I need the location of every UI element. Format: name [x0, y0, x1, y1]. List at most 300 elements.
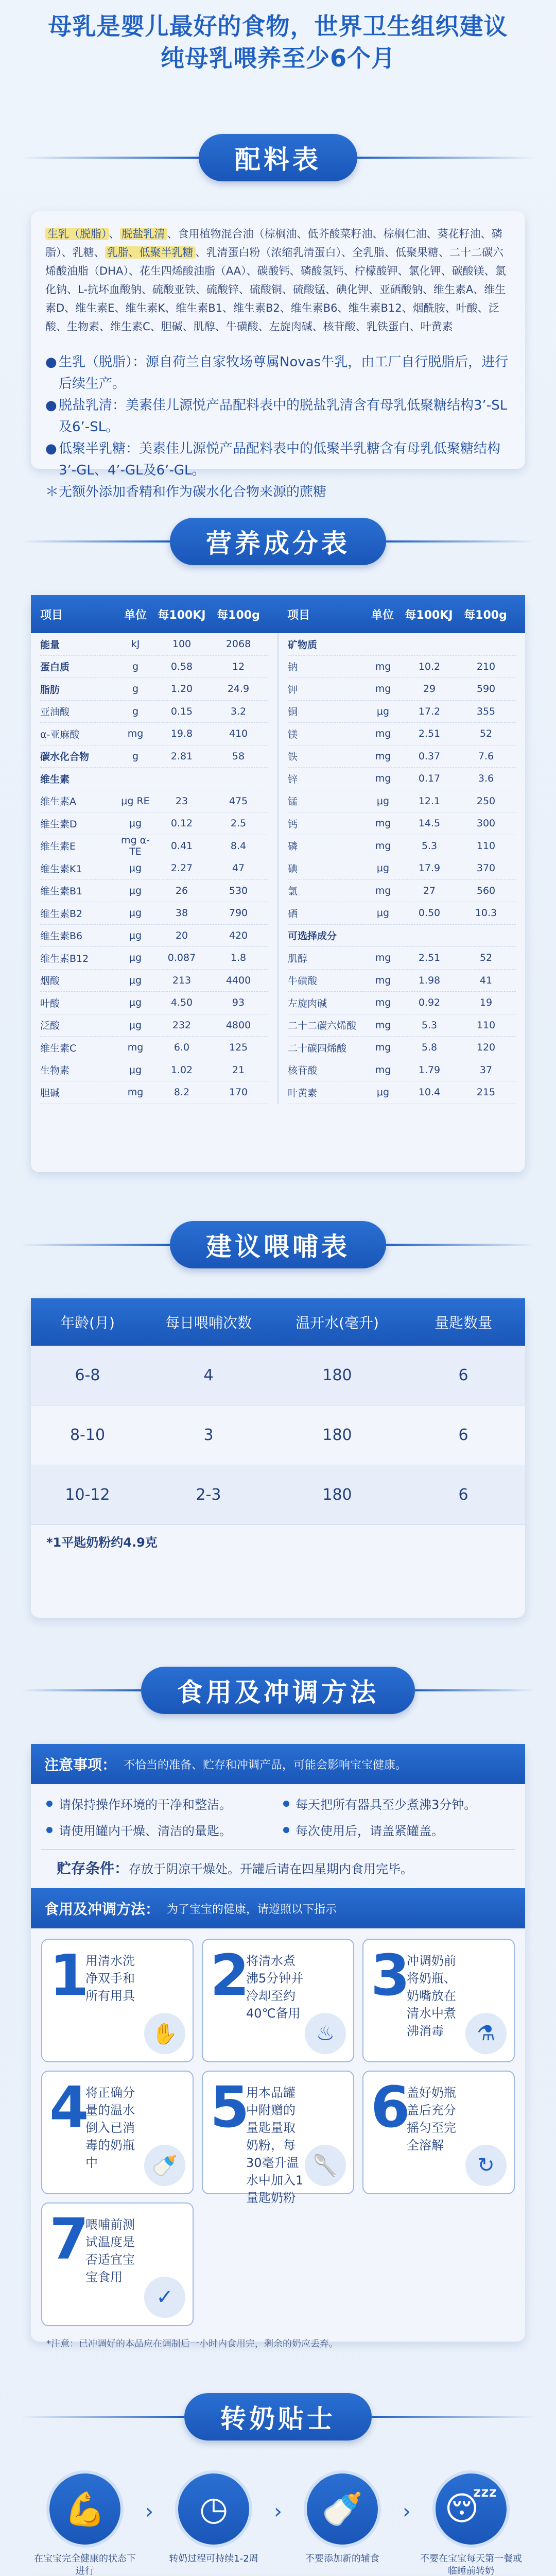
transition-tip-icon: 😴 [432, 2470, 510, 2548]
ingredient-note [45, 481, 511, 503]
nut-header-item-l: 项目 [40, 608, 63, 622]
nutrition-cell: 27 [423, 885, 436, 896]
nutrition-row [288, 768, 516, 790]
feeding-rows [31, 1346, 525, 1525]
nutrition-cell: 47 [232, 862, 245, 874]
nutrition-cell: 脂肪 [40, 684, 60, 696]
step-text: 冲调奶前将奶瓶、奶嘴放在清水中煮沸消毒 [407, 1954, 456, 2038]
nutrition-row [288, 678, 516, 701]
step-illustration-icon: 🍼 [144, 2145, 185, 2186]
nutrition-cell: 0.37 [418, 750, 441, 762]
nutrition-cell: mg [375, 1064, 391, 1076]
nutrition-cell: 维生素A [40, 796, 76, 808]
nutrition-cell: 20 [175, 929, 188, 941]
step-illustration-icon: ⚗ [465, 2013, 507, 2054]
nutrition-cell: 370 [476, 862, 496, 874]
nutrition-header [31, 595, 525, 633]
nutrition-cell: 2.51 [418, 952, 441, 964]
nutrition-row [288, 992, 516, 1014]
prep-step [41, 2071, 194, 2194]
nutrition-cell: 1.8 [230, 952, 247, 964]
feeding-table [31, 1298, 525, 1618]
nutrition-cell: 0.41 [170, 840, 193, 852]
section-pill-ingredients: 配料表 [199, 134, 357, 181]
nutrition-cell: 215 [476, 1087, 496, 1098]
nutrition-cell: 530 [229, 885, 248, 896]
nutrition-cell: 铜 [288, 706, 298, 718]
prep-step [202, 1939, 354, 2062]
nutrition-row [40, 812, 268, 835]
nut-header-unit-r: 单位 [371, 608, 394, 622]
nutrition-cell: 烟酸 [40, 975, 60, 987]
nutrition-cell: mg [375, 683, 391, 695]
nutrition-cell: 0.92 [418, 997, 441, 1009]
feed-header-times: 每日喂哺次数 [165, 1314, 252, 1331]
nutrition-cell: 17.2 [418, 705, 441, 717]
prep-tips [31, 1784, 525, 1849]
nutrition-cell: 250 [476, 795, 496, 807]
nutrition-cell: 维生素B1 [40, 886, 83, 897]
nutrition-cell: 维生素B12 [40, 953, 89, 964]
nutrition-row [288, 835, 516, 858]
nutrition-cell: 110 [476, 840, 496, 852]
nutrition-cell: g [132, 750, 139, 762]
section-title-transition [21, 2393, 535, 2441]
note-text: 生乳（脱脂）：源自荷兰自家牧场尊属Novas牛乳，由工厂自行脱脂后，进行后续生产。 [59, 354, 509, 392]
nutrition-row [40, 880, 268, 903]
nutrition-cell: mg [375, 773, 391, 785]
step-illustration-icon: 🥄 [305, 2145, 346, 2186]
nut-header-kj-r: 每100KJ [405, 608, 453, 622]
nutrition-cell: 475 [229, 795, 248, 807]
nutrition-row [288, 880, 516, 903]
prep-notice-text: 不恰当的准备、贮存和冲调产品，可能会影响宝宝健康。 [124, 1758, 407, 1772]
nutrition-cell: 4800 [225, 1019, 251, 1031]
nutrition-cell: 52 [479, 728, 493, 740]
nutrition-row [288, 1014, 516, 1037]
nutrition-cell: 29 [423, 683, 436, 695]
nutrition-row [288, 745, 516, 768]
section-pill-nutrition: 营养成分表 [170, 518, 386, 565]
nutrition-row [40, 902, 268, 925]
nut-header-g-r: 每100g [464, 608, 507, 622]
nutrition-cell: 560 [476, 885, 496, 896]
nutrition-cell: mg [375, 1042, 391, 1054]
ingredients-body-c: 全乳脂、低聚果糖、二十二碳六烯酸油脂（DHA）、花生四烯酸油脂（AA）、碳酸钙、磷酸氢钙、柠檬酸钾、氯化钾、碳酸镁、氯化钠、L-抗坏血酸钠、硫酸亚铁、硫酸锌、硫酸铜、硫酸锰、碘化钾、亚硒酸钠、维生素A、维生素D、维生素E、维生素K、维生素B1、维生素B2、维生素B6、维生素B12、烟酰胺、叶酸、泛酸、生物素、维生素C、胆碱、肌醇、牛磺酸、左旋肉碱、核苷酸、乳铁蛋白、叶黄素 [45, 246, 506, 333]
nutrition-cell: 14.5 [418, 818, 441, 829]
arrow-right-icon: › [274, 2500, 282, 2523]
feeding-cell: 6 [458, 1426, 468, 1444]
nutrition-cell: 52 [479, 952, 493, 964]
nut-header-kj-l: 每100KJ [158, 608, 206, 622]
nutrition-cell: 蛋白质 [40, 662, 70, 673]
nutrition-row [40, 745, 268, 768]
transition-tip-icon: 🍼 [304, 2470, 381, 2548]
header-line1: 母乳是婴儿最好的食物，世界卫生组织建议 [48, 12, 508, 40]
bullet-dot-icon [46, 1827, 53, 1833]
nutrition-row [40, 947, 268, 970]
nutrition-cell: 5.8 [421, 1042, 438, 1054]
prep-method-text: 为了宝宝的健康，请遵照以下指示 [167, 1903, 337, 1916]
nutrition-cell: 213 [172, 974, 192, 986]
prep-tip [46, 1794, 273, 1812]
nutrition-cell: 1.02 [170, 1064, 193, 1076]
step-text: 喂哺前测试温度是否适宜宝宝食用 [85, 2217, 135, 2284]
nutrition-cell: 2.27 [170, 862, 193, 874]
nutrition-cell: mg [127, 1087, 144, 1098]
nutrition-cell: g [132, 705, 139, 717]
nutrition-cell: 5.3 [421, 840, 438, 852]
nutrition-cell: 37 [479, 1064, 493, 1076]
nutrition-cell: 21 [232, 1064, 245, 1076]
nutrition-cell: 锰 [288, 796, 298, 808]
storage-title: 贮存条件： [57, 1860, 129, 1877]
nutrition-cell: 核苷酸 [288, 1065, 318, 1077]
nutrition-cell: 0.50 [418, 907, 441, 919]
prep-tip-text: 请保持操作环境的干净和整洁。 [59, 1798, 232, 1812]
header-line2: 纯母乳喂养至少6个月 [160, 44, 395, 72]
nutrition-cell: mg α-TE [121, 834, 150, 857]
nutrition-cell: 8.2 [173, 1087, 190, 1098]
nutrition-cell: 12 [232, 660, 245, 672]
nutrition-row [40, 678, 268, 701]
prep-footnote: *注意：已冲调好的本品应在调制后一小时内食用完，剩余的奶应丢弃。 [46, 2338, 338, 2349]
ingredient-highlight-3: 乳脂、低聚半乳糖 [105, 246, 196, 259]
feeding-cell: 3 [203, 1426, 214, 1444]
transition-tip-label: 转奶过程可持续1-2周 [169, 2553, 258, 2564]
nutrition-cell: 4.50 [170, 997, 193, 1009]
nutrition-cell: mg [375, 728, 391, 740]
nutrition-cell: 矿物质 [288, 639, 318, 651]
nut-header-unit-l: 单位 [124, 608, 147, 622]
nutrition-cell: 17.9 [418, 862, 441, 874]
section-pill-feeding: 建议喂哺表 [170, 1221, 386, 1268]
nutrition-cell: 790 [229, 907, 248, 919]
nutrition-cell: 碳水化合物 [40, 751, 90, 763]
nutrition-cell: μg [376, 862, 390, 874]
nutrition-cell: 镁 [288, 728, 298, 740]
note-bullet: ● [45, 441, 57, 456]
feeding-cell: 8-10 [70, 1426, 106, 1444]
nutrition-cell: μg [129, 1019, 142, 1031]
nutrition-cell: 300 [476, 818, 496, 829]
nutrition-row [288, 970, 516, 992]
prep-method-band [31, 1888, 525, 1928]
nutrition-cell: 生物素 [40, 1065, 70, 1077]
nutrition-cell: 590 [476, 683, 496, 695]
ingredient-note [45, 351, 511, 395]
transition-tip [31, 2470, 139, 2576]
nutrition-row [40, 701, 268, 723]
ingredient-note [45, 438, 511, 481]
nutrition-row [288, 701, 516, 723]
nutrition-cell: 3.2 [230, 705, 247, 717]
feeding-cell: 180 [322, 1426, 352, 1444]
nutrition-cell: 氯 [288, 886, 298, 897]
prep-tip [283, 1794, 510, 1812]
nutrition-cell: 维生素C [40, 1042, 77, 1054]
nutrition-cell: μg [129, 885, 142, 896]
prep-step [41, 1939, 194, 2062]
nutrition-cell: 2.81 [170, 750, 193, 762]
nutrition-row [40, 1059, 268, 1082]
nutrition-cell: mg [375, 885, 391, 896]
section-title-prep [21, 1667, 535, 1714]
nutrition-cell: 1.79 [418, 1064, 441, 1076]
nutrition-cell: mg [375, 840, 391, 852]
prep-method-title: 食用及冲调方法： [44, 1901, 160, 1918]
feeding-cell: 6 [458, 1366, 468, 1384]
nutrition-cell: 210 [476, 660, 496, 672]
feeding-row [31, 1346, 525, 1405]
nutrition-cell: 5.3 [421, 1019, 438, 1031]
nutrition-row [288, 1081, 516, 1104]
prep-step [202, 2071, 354, 2205]
feeding-cell: 6-8 [75, 1366, 100, 1384]
feeding-row [31, 1405, 525, 1465]
ingredient-highlight-1: 生乳（脱脂） [45, 228, 109, 240]
prep-step [362, 2071, 515, 2194]
nutrition-cell: 19.8 [170, 728, 193, 740]
nutrition-cell: 38 [175, 907, 188, 919]
feeding-header [31, 1298, 525, 1346]
prep-step [41, 2202, 194, 2326]
step-text: 用清水洗净双手和所有用具 [85, 1954, 135, 2003]
nutrition-cell: mg [375, 1019, 391, 1031]
nutrition-cell: 125 [229, 1042, 248, 1054]
ingredients-body-b: 乳清蛋白粉（浓缩乳清蛋白）、 [206, 246, 352, 259]
nutrition-cell: 100 [172, 638, 192, 650]
step-illustration-icon: ✓ [144, 2277, 185, 2318]
feeding-cell: 180 [322, 1366, 352, 1384]
nutrition-cell: μg [129, 818, 142, 829]
nutrition-cell: mg [375, 750, 391, 762]
nut-header-item-r: 项目 [287, 608, 310, 622]
nutrition-left-column [31, 633, 277, 1104]
transition-tip [288, 2470, 396, 2576]
transition-icons [31, 2470, 525, 2576]
nutrition-cell: 170 [229, 1087, 248, 1098]
nutrition-cell: μg [129, 1064, 142, 1076]
nutrition-cell: 0.15 [170, 705, 193, 717]
nutrition-cell: 0.087 [167, 952, 196, 964]
step-number: 4 [49, 2074, 89, 2140]
nutrition-row [40, 925, 268, 947]
nutrition-row [288, 723, 516, 745]
nutrition-cell: 钙 [288, 818, 298, 830]
nutrition-cell: 可选择成分 [288, 930, 337, 942]
prep-card [31, 1744, 525, 2349]
nutrition-row [288, 857, 516, 880]
nutrition-cell: 12.1 [418, 795, 441, 807]
bullet-dot-icon [46, 1801, 53, 1807]
nutrition-cell: 0.17 [418, 773, 441, 785]
section-title-ingredients [21, 134, 535, 181]
prep-notice-band [31, 1744, 525, 1784]
transition-tip [417, 2470, 525, 2576]
nutrition-cell: 0.58 [170, 660, 193, 672]
ingredient-highlight-2: 脱盐乳清 [120, 228, 167, 240]
nutrition-cell: 肌醇 [288, 953, 308, 964]
nutrition-row [288, 925, 516, 947]
nutrition-cell: 420 [229, 929, 248, 941]
nutrition-cell: 0.12 [170, 818, 193, 829]
nutrition-cell: 1.20 [170, 683, 193, 695]
transition-tip [160, 2470, 268, 2576]
nutrition-row [288, 902, 516, 925]
nutrition-row [288, 1059, 516, 1082]
transition-tip-icon: ◷ [175, 2470, 252, 2548]
nutrition-cell: 355 [476, 705, 496, 717]
nutrition-cell: μg [129, 907, 142, 919]
section-title-nutrition [21, 518, 535, 565]
nutrition-cell: 二十碳四烯酸 [288, 1042, 347, 1054]
nutrition-cell: 胆碱 [40, 1087, 60, 1099]
transition-tip-label: 不要添加新的辅食 [305, 2553, 379, 2564]
nutrition-cell: 2068 [225, 638, 251, 650]
nutrition-cell: μg [129, 862, 142, 874]
step-number: 2 [210, 1942, 250, 2008]
nutrition-cell: g [132, 660, 139, 672]
nutrition-cell: 钠 [288, 662, 298, 673]
nutrition-cell: 232 [172, 1019, 192, 1031]
nutrition-cell: 26 [175, 885, 188, 896]
step-illustration-icon: ♨ [305, 2013, 346, 2054]
nutrition-cell: 7.6 [478, 750, 494, 762]
step-text: 将正确分量的温水倒入已消毒的奶瓶中 [85, 2086, 135, 2170]
feeding-cell: 10-12 [65, 1486, 110, 1504]
bullet-dot-icon [283, 1827, 289, 1833]
feeding-cell: 180 [322, 1486, 352, 1504]
step-text: 将清水煮沸5分钟并冷却至约40℃备用 [246, 1954, 304, 2021]
ingredient-note [45, 395, 511, 438]
step-text: 用本品罐中附赠的量匙量取奶粉，每30毫升温水中加入1量匙奶粉 [246, 2086, 304, 2205]
step-illustration-icon: ↻ [465, 2145, 507, 2186]
nutrition-cell: mg [375, 660, 391, 672]
nutrition-row [40, 1037, 268, 1059]
nutrition-cell: 铁 [288, 751, 298, 763]
nutrition-table [31, 595, 525, 1172]
storage-text: 存放于阴凉干燥处。开罐后请在四星期内食用完毕。 [129, 1862, 413, 1876]
nutrition-row [288, 656, 516, 679]
feed-header-water: 温开水(毫升) [296, 1314, 379, 1331]
nutrition-cell: μg RE [121, 795, 150, 807]
nutrition-cell: μg [129, 929, 142, 941]
nutrition-cell: 24.9 [227, 683, 250, 695]
nutrition-cell: 叶酸 [40, 997, 60, 1009]
bullet-dot-icon [283, 1801, 289, 1807]
step-number: 1 [49, 1942, 89, 2008]
transition-tip-icon: 💪 [46, 2470, 124, 2548]
nutrition-cell: 能量 [40, 639, 60, 651]
nutrition-cell: 120 [476, 1042, 496, 1054]
nutrition-cell: 锌 [288, 773, 298, 785]
feeding-footnote: *1平匙奶粉约4.9克 [46, 1535, 158, 1550]
nutrition-cell: mg [375, 997, 391, 1009]
arrow-right-icon: › [145, 2500, 153, 2523]
nutrition-row [40, 857, 268, 880]
nutrition-cell: mg [375, 974, 391, 986]
nutrition-cell: α-亚麻酸 [40, 728, 80, 740]
feed-header-scoops: 量匙数量 [434, 1314, 492, 1331]
storage-conditions [41, 1849, 515, 1888]
nutrition-cell: 8.4 [230, 840, 247, 852]
nutrition-row [40, 1014, 268, 1037]
nutrition-cell: 2.5 [230, 818, 247, 829]
nutrition-row [40, 633, 268, 656]
nutrition-cell: μg [129, 997, 142, 1009]
note-text: 无额外添加香精和作为碳水化合物来源的蔗糖 [59, 484, 327, 500]
nutrition-cell: 钾 [288, 684, 298, 696]
nutrition-cell: 2.51 [418, 728, 441, 740]
nutrition-cell: 10.2 [418, 660, 441, 672]
section-pill-transition: 转奶贴士 [184, 2393, 372, 2441]
header [0, 0, 556, 74]
ingredients-body-a: 食用植物混合油（棕榈油、低芥酸菜籽油、棕榈仁油、葵花籽油、磷脂）、乳糖、 [45, 228, 502, 259]
step-number: 6 [371, 2074, 410, 2140]
nutrition-cell: 110 [476, 1019, 496, 1031]
prep-tip-text: 请使用罐内干燥、清洁的量匙。 [59, 1824, 232, 1838]
ingredients-text: 生乳（脱脂） 、 脱盐乳清 、食用植物混合油（棕榈油、低芥酸菜籽油、棕榈仁油、葵花籽油、磷脂）、乳糖、 乳脂、低聚半乳糖 、乳清蛋白粉（浓缩乳清蛋白）、全乳脂、低聚果糖、二十二碳六烯酸油脂（DHA）、花生四烯酸油脂（AA）、碳酸钙、磷酸氢钙、柠檬酸钾、氯化钾、碳酸镁、氯化钠、L-抗坏血酸钠、硫酸亚铁、硫酸锌、硫酸铜、硫酸锰、碘化钾、亚硒酸钠、维生素A、维生素D、维生素E、维生素K、维生素B1、维生素B2、维生素B6、维生素B12、烟酰胺、叶酸、泛酸、生物素、维生素C、胆碱、肌醇、牛磺酸、左旋肉碱、核苷酸、乳铁蛋白、叶黄素 [45, 228, 506, 333]
nutrition-cell: 41 [479, 974, 493, 986]
prep-steps [31, 1928, 525, 2336]
step-number: 3 [371, 1942, 410, 2008]
note-bullet: ＊ [45, 484, 59, 500]
feed-header-age: 年龄(月) [60, 1314, 115, 1331]
feeding-cell: 2-3 [196, 1486, 221, 1504]
transition-tip-label: 在宝宝完全健康的状态下进行 [34, 2553, 136, 2576]
nutrition-cell: mg [375, 818, 391, 829]
nutrition-cell: 牛磺酸 [288, 975, 318, 987]
nutrition-row [40, 723, 268, 745]
ingredients-card [31, 211, 525, 500]
nut-header-g-l: 每100g [217, 608, 260, 622]
nutrition-cell: 硒 [288, 908, 298, 920]
step-illustration-icon: ✋ [144, 2013, 185, 2054]
nutrition-cell: 维生素E [40, 841, 76, 853]
nutrition-row [288, 1037, 516, 1059]
nutrition-cell: 23 [175, 795, 188, 807]
prep-tip [283, 1821, 510, 1839]
nutrition-cell: kJ [131, 638, 140, 650]
nutrition-cell: μg [376, 705, 390, 717]
transition-tip-label: 不要在宝宝每天第一餐或临睡前转奶 [420, 2553, 522, 2576]
prep-notice-title: 注意事项： [44, 1756, 117, 1773]
nutrition-cell: 亚油酸 [40, 706, 70, 718]
step-text: 盖好奶瓶盖后充分摇匀至完全溶解 [407, 2086, 456, 2153]
note-bullet: ● [45, 354, 57, 370]
nutrition-row [288, 947, 516, 970]
ingredient-notes [45, 351, 511, 503]
nutrition-cell: 93 [232, 997, 245, 1009]
nutrition-cell: 19 [479, 997, 493, 1009]
nutrition-cell: mg [375, 952, 391, 964]
nutrition-cell: 左旋肉碱 [288, 997, 327, 1009]
nutrition-row [40, 1081, 268, 1104]
nutrition-cell: 维生素D [40, 818, 77, 830]
note-text: 脱盐乳清：美素佳儿源悦产品配料表中的脱盐乳清含有母乳低聚糖结构3’-SL及6’-SL。 [59, 398, 508, 435]
feeding-cell: 4 [203, 1366, 214, 1384]
nutrition-cell: μg [129, 974, 142, 986]
nutrition-row [40, 992, 268, 1014]
note-bullet: ● [45, 398, 57, 413]
nutrition-cell: μg [376, 1087, 390, 1098]
nutrition-cell: 维生素 [40, 773, 70, 785]
nutrition-cell: 10.3 [475, 907, 497, 919]
nutrition-cell: 维生素B2 [40, 908, 83, 920]
nutrition-cell: 410 [229, 728, 248, 740]
feeding-cell: 6 [458, 1486, 468, 1504]
